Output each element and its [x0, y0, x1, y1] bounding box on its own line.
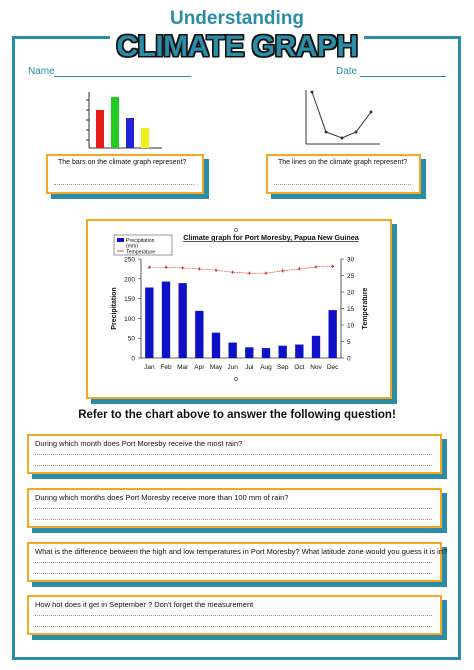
- legend-label-temperature: Temperature: [126, 249, 156, 256]
- question-text-1: During which month does Port Moresby receive the most rain?: [35, 439, 243, 448]
- y-tick-label: 0: [131, 355, 135, 363]
- temperature-point-feb: [164, 266, 167, 269]
- legend-label-precipitation-unit: (mm): [126, 243, 139, 250]
- y2-tick-label: 25: [347, 273, 355, 280]
- temperature-point-may: [214, 269, 217, 272]
- date-label: Date: [336, 66, 358, 77]
- x-tick-label: Jun: [227, 364, 238, 371]
- x-tick-label: May: [209, 364, 223, 371]
- bar-oct: [295, 345, 303, 358]
- answer-line-1a[interactable]: [35, 454, 432, 455]
- question-text-4: How hot does it get in September ? Don't forget the measurement: [35, 600, 254, 609]
- x-tick-label: Apr: [194, 364, 205, 371]
- bar-jul: [245, 347, 253, 358]
- y2-tick-label: 5: [347, 339, 351, 346]
- question-text-3: What is the difference between the high and low temperatures in Port Moresby? What latitude zone would you guess it is in?: [35, 547, 448, 556]
- answer-line-2b[interactable]: [35, 519, 432, 520]
- subtitle: Understanding: [169, 8, 305, 29]
- bar-dec: [329, 310, 337, 358]
- date-field[interactable]: [360, 76, 446, 77]
- answer-line-4b[interactable]: [35, 626, 432, 627]
- question-text-2: During which months does Port Moresby receive more than 100 mm of rain?: [35, 493, 289, 502]
- top-marker-circle: [234, 228, 237, 231]
- name-field[interactable]: [54, 76, 191, 77]
- bottom-marker-circle: [234, 377, 237, 380]
- temperature-point-apr: [198, 267, 201, 270]
- legend-label-precipitation: Precipitation: [126, 238, 155, 244]
- question-box-4: [27, 595, 442, 635]
- y2-tick-label: 20: [347, 289, 355, 297]
- bar-nov: [312, 336, 320, 358]
- temperature-point-aug: [264, 272, 267, 275]
- lines-question-box: [266, 154, 421, 194]
- y-tick-label: 100: [124, 315, 135, 323]
- temperature-point-oct: [298, 267, 301, 270]
- bars-question-text: The bars on the climate graph represent?: [58, 159, 187, 166]
- answer-line-4a[interactable]: [35, 615, 432, 616]
- temperature-line: [149, 266, 332, 273]
- question-box-1: [27, 434, 442, 474]
- name-label: Name: [28, 66, 55, 77]
- answer-line-3a[interactable]: [35, 562, 432, 563]
- answer-line-2a[interactable]: [35, 508, 432, 509]
- y-tick-label: 50: [127, 335, 135, 343]
- bar-aug: [262, 348, 270, 358]
- x-tick-label: Feb: [160, 364, 172, 371]
- question-box-2: [27, 488, 442, 528]
- x-tick-label: Jul: [245, 364, 254, 371]
- x-tick-label: Aug: [260, 364, 272, 371]
- x-tick-label: Sep: [276, 364, 289, 371]
- temperature-point-dec: [331, 265, 334, 268]
- bar-sep: [279, 346, 287, 358]
- line-graph-icon: [302, 88, 382, 146]
- bar-mar: [179, 283, 187, 358]
- y2-tick-label: 10: [347, 322, 355, 330]
- y2-tick-label: 15: [347, 306, 355, 313]
- bar-feb: [162, 282, 170, 358]
- temperature-point-jul: [248, 272, 251, 275]
- temperature-point-nov: [314, 265, 317, 268]
- temperature-point-jan: [148, 266, 151, 269]
- y2-axis-label: Temperature: [362, 287, 369, 330]
- x-tick-label: Dec: [326, 364, 339, 371]
- temperature-point-mar: [181, 266, 184, 269]
- bar-jun: [229, 343, 237, 358]
- lines-answer-line[interactable]: [274, 184, 411, 185]
- y2-tick-label: 30: [347, 256, 355, 264]
- y-axis-label: Precipitation: [111, 287, 118, 330]
- x-tick-label: Mar: [177, 364, 189, 371]
- temperature-point-jun: [231, 271, 234, 274]
- x-tick-label: Oct: [294, 364, 305, 371]
- instruction-text: Refer to the chart above to answer the following question!: [78, 409, 396, 421]
- bar-jan: [145, 288, 153, 358]
- bar-apr: [195, 311, 203, 358]
- bar-graph-icon: [84, 90, 164, 154]
- y-tick-label: 200: [124, 276, 135, 284]
- answer-line-3b[interactable]: [35, 573, 432, 574]
- x-tick-label: Jan: [144, 364, 155, 371]
- answer-line-1b[interactable]: [35, 465, 432, 466]
- y-tick-label: 250: [124, 256, 135, 264]
- x-tick-label: Nov: [310, 364, 322, 371]
- page-title: CLIMATE GRAPH: [116, 30, 358, 63]
- bars-answer-line[interactable]: [54, 184, 194, 185]
- y-tick-label: 150: [124, 296, 135, 304]
- bar-may: [212, 333, 220, 358]
- lines-question-text: The lines on the climate graph represent?: [278, 159, 408, 166]
- y2-tick-label: 0: [347, 355, 351, 363]
- question-box-3: [27, 542, 448, 582]
- bars-question-box: [46, 154, 204, 194]
- climate-chart: [86, 219, 392, 399]
- climate-chart-frame: [86, 219, 392, 399]
- legend-swatch-precipitation: [117, 238, 124, 242]
- temperature-point-sep: [281, 269, 284, 272]
- chart-title: Climate graph for Port Moresby, Papua New Guinea: [183, 233, 359, 242]
